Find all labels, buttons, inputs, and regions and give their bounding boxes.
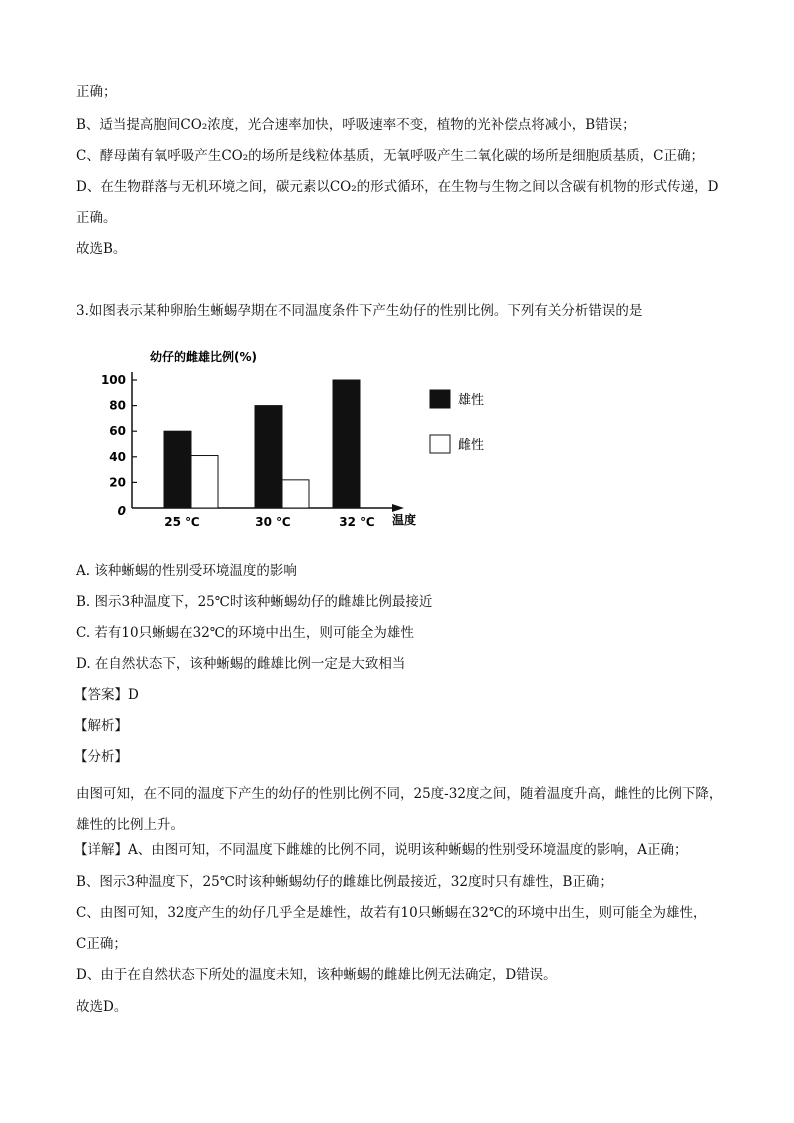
y-tick-label: 20 — [109, 475, 126, 490]
x-category-label: 30 ℃ — [255, 515, 291, 529]
y-tick-label: 60 — [109, 424, 126, 439]
detail-c-line1: C、由图可知，32度产生的幼仔几乎全是雄性，故若有10只蜥蜴在32℃的环境中出生，则可能全为雄性， — [76, 905, 707, 921]
y-tick-label: 100 — [100, 373, 126, 387]
legend-label: 雄性 — [458, 393, 485, 408]
bar-male — [333, 380, 360, 508]
detail-c-line2: C正确； — [76, 936, 127, 952]
y-tick-label: 80 — [109, 398, 126, 413]
detail-d: D、由于在自然状态下所处的温度未知，该种蜥蜴的雌雄比例无法确定，D错误。 — [76, 967, 557, 983]
text-line: 故选B。 — [76, 241, 127, 257]
detail-a: 【详解】A、由图可知，不同温度下雌雄的比例不同，说明该种蜥蜴的性别受环境温度的影响，A正确； — [74, 842, 688, 858]
legend-swatch — [430, 435, 450, 453]
bar-female — [282, 480, 309, 508]
chart-title: 幼仔的雌雄比例(%) — [150, 350, 257, 364]
analysis-paragraph: 由图可知，在不同的温度下产生的幼仔的性别比例不同，25度-32度之间，随着温度升高，雌性的比例下降，雄性的比例上升。 — [76, 786, 723, 833]
option-b: B. 图示3种温度下，25℃时该种蜥蜴幼仔的雌雄比例最接近 — [76, 594, 433, 610]
answer-line: 【答案】D — [74, 687, 139, 703]
x-axis-label: 温度 — [392, 513, 417, 527]
legend-label: 雌性 — [458, 438, 485, 453]
bar-female — [191, 456, 218, 508]
fenxi-heading: 【分析】 — [74, 749, 128, 765]
y-tick-label: 40 — [109, 449, 126, 464]
text-line: D、在生物群落与无机环境之间，碳元素以CO₂的形式循环，在生物与生物之间以含碳有机物的形式传递，D — [76, 179, 719, 195]
bar-male — [164, 431, 191, 508]
bar-male — [255, 406, 282, 508]
option-c: C. 若有10只蜥蜴在32℃的环境中出生，则可能全为雄性 — [76, 625, 414, 641]
final-answer: 故选D。 — [76, 999, 128, 1015]
y-tick-label: 0 — [117, 504, 126, 518]
option-a: A. 该种蜥蜴的性别受环境温度的影响 — [76, 563, 297, 579]
option-d: D. 在自然状态下，该种蜥蜴的雌雄比例一定是大致相当 — [76, 656, 406, 672]
sex-ratio-bar-chart — [92, 342, 522, 537]
text-line: C、酵母菌有氧呼吸产生CO₂的场所是线粒体基质，无氧呼吸产生二氧化碳的场所是细胞质基质，C正确； — [76, 148, 704, 164]
text-line: 正确。 — [76, 210, 117, 226]
legend-swatch — [430, 390, 450, 408]
text-line: 正确； — [76, 84, 117, 100]
x-axis-arrow — [392, 504, 404, 512]
x-category-label: 25 ℃ — [164, 515, 200, 529]
detail-b: B、图示3种温度下，25℃时该种蜥蜴幼仔的雌雄比例最接近，32度时只有雄性，B正确； — [76, 874, 613, 890]
x-category-label: 32 ℃ — [339, 515, 375, 529]
text-line: B、适当提高胞间CO₂浓度，光合速率加快，呼吸速率不变，植物的光补偿点将减小，B错误； — [76, 117, 636, 133]
jiexi-heading: 【解析】 — [74, 718, 128, 734]
question-stem: 3.如图表示某种卵胎生蜥蜴孕期在不同温度条件下产生幼仔的性别比例。下列有关分析错误的是 — [76, 303, 643, 319]
